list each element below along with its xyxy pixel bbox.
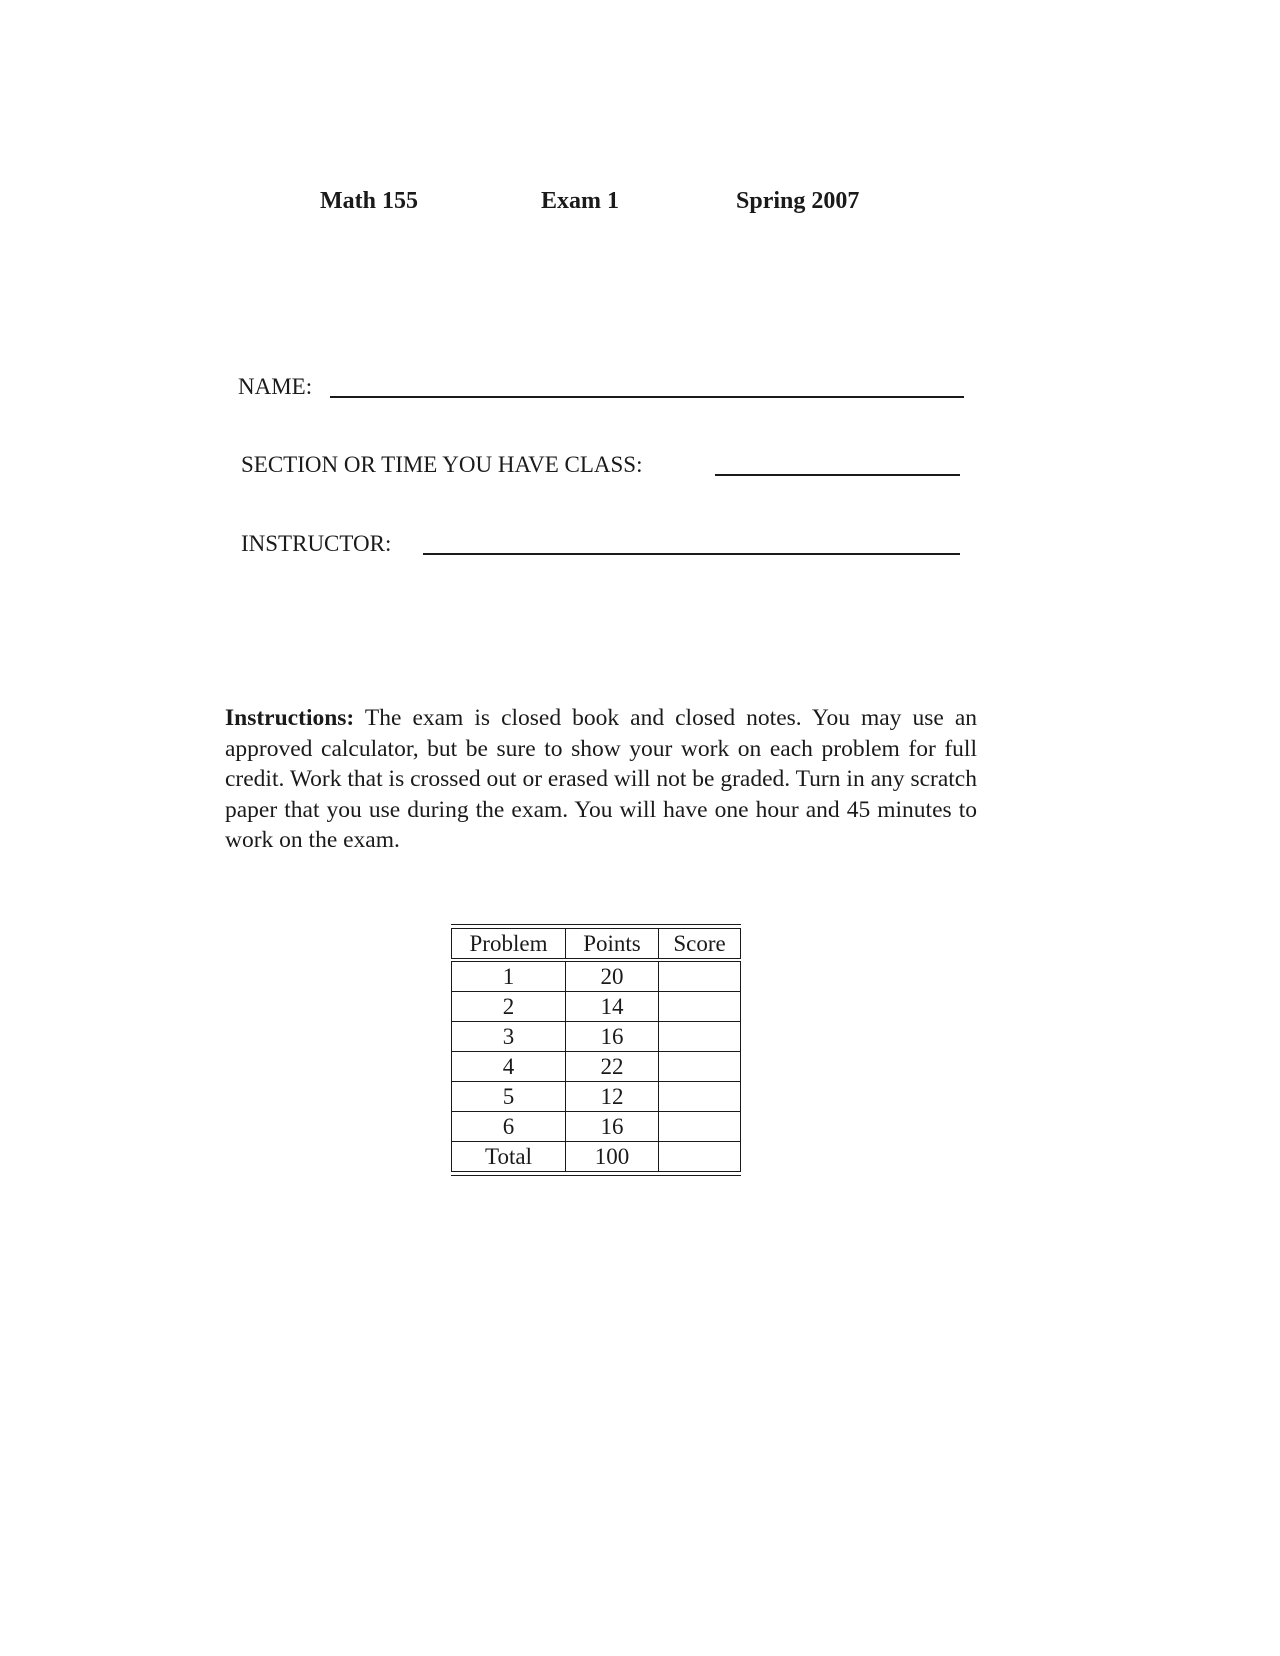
points-cell: 22 [566,1052,659,1082]
instructions-lead: Instructions: [225,705,355,731]
score-cell[interactable] [659,1022,741,1052]
score-cell[interactable] [659,1112,741,1142]
instructions-paragraph [225,703,977,856]
score-table [451,928,741,1172]
header-score: Score [659,929,741,961]
term-title: Spring 2007 [736,188,860,214]
points-cell: 100 [566,1142,659,1172]
problem-cell: 1 [452,960,566,992]
problem-cell: 3 [452,1022,566,1052]
header-problem: Problem [452,929,566,961]
table-row [452,992,741,1022]
table-row [452,1112,741,1142]
score-cell[interactable] [659,1082,741,1112]
table-row [452,1082,741,1112]
score-cell[interactable] [659,992,741,1022]
section-label: SECTION OR TIME YOU HAVE CLASS: [241,452,643,477]
table-row [452,1022,741,1052]
points-cell: 14 [566,992,659,1022]
points-cell: 16 [566,1112,659,1142]
problem-cell: 5 [452,1082,566,1112]
problem-cell: Total [452,1142,566,1172]
problem-cell: 2 [452,992,566,1022]
table-row-total [452,1142,741,1172]
score-cell[interactable] [659,1052,741,1082]
points-cell: 16 [566,1022,659,1052]
name-blank-line[interactable] [330,396,964,398]
course-title: Math 155 [320,188,418,214]
instructor-label: INSTRUCTOR: [241,531,392,556]
section-blank-line[interactable] [715,474,960,476]
name-label: NAME: [238,374,313,399]
points-cell: 20 [566,960,659,992]
instructor-blank-line[interactable] [423,553,960,555]
table-row [452,960,741,992]
header-points: Points [566,929,659,961]
name-field [238,374,968,404]
exam-title: Exam 1 [541,188,619,214]
section-field [241,452,968,482]
score-table-header-row [452,929,741,961]
table-row [452,1052,741,1082]
points-cell: 12 [566,1082,659,1112]
score-table-frame [451,924,741,1176]
exam-header [0,188,1280,228]
score-cell[interactable] [659,1142,741,1172]
problem-cell: 4 [452,1052,566,1082]
instructor-field [241,531,968,561]
problem-cell: 6 [452,1112,566,1142]
score-cell[interactable] [659,960,741,992]
instructions-body: The exam is closed book and closed notes. You may use an approved calculator, but be sure to show your work on each problem for full credit. Work that is crossed out or erased will not be graded. Turn in any scratch paper that you use during the exam. You will have one hour and 45 minutes to work on the exam. [225,705,977,853]
